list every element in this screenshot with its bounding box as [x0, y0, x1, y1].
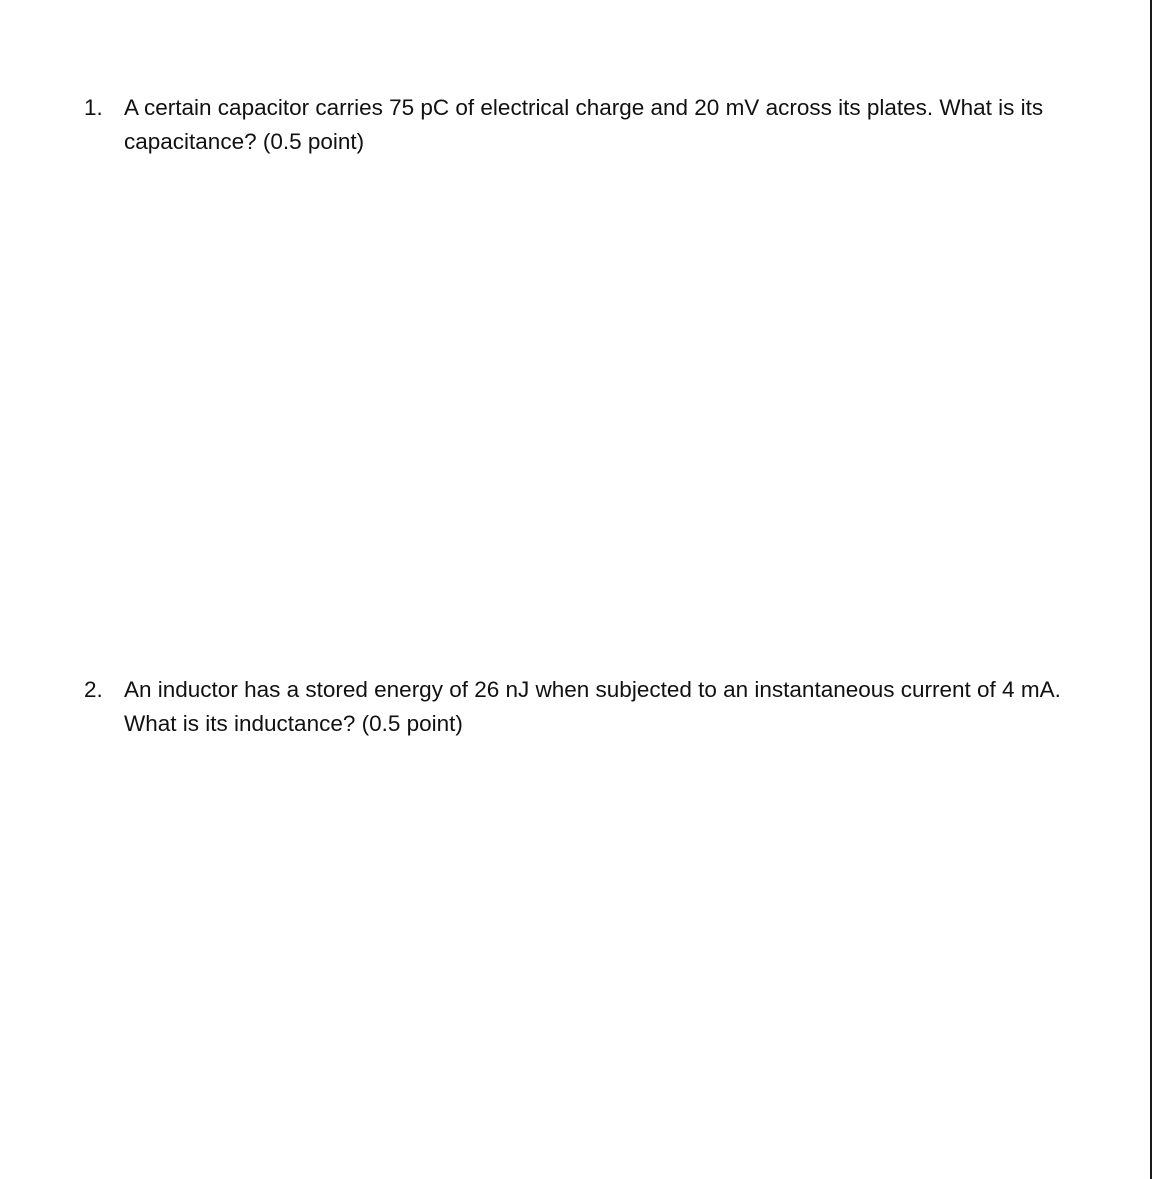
- question-2: [84, 673, 1074, 741]
- question-text: An inductor has a stored energy of 26 nJ when subjected to an instantaneous current of 4 mA. What is its inductance? (0.5 point): [124, 677, 1061, 736]
- question-text: A certain capacitor carries 75 pC of electrical charge and 20 mV across its plates. What is its capacitance? (0.5 point): [124, 95, 1044, 154]
- question-number: 2.: [84, 677, 103, 702]
- page-border: [1150, 0, 1152, 1179]
- question-1: [84, 91, 1074, 159]
- question-number: 1.: [84, 95, 103, 120]
